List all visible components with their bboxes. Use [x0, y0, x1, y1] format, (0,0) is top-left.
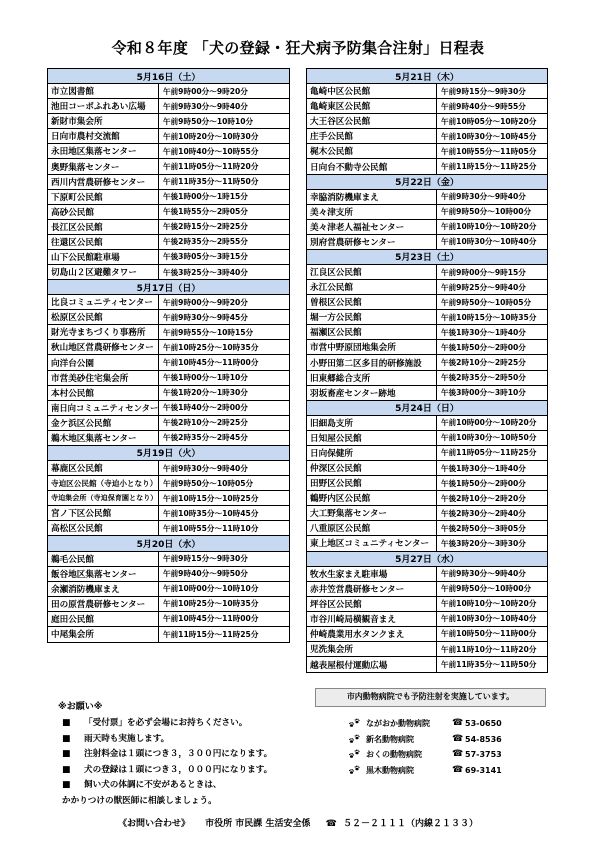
site-time: 午前9時00分～9時20分 [163, 86, 248, 96]
site-time: 午後2時35分～2時45分 [163, 433, 248, 443]
site-time: 午前10時30分～10時50分 [441, 433, 537, 443]
site-name: 奥野集落センター [48, 159, 159, 173]
site-name: 余瀬消防機庫まえ [48, 582, 159, 596]
site-row [307, 280, 547, 295]
site-name: 市谷川崎局横観音まえ [307, 612, 437, 626]
note-item: ■ 注射料金は１頭につき３，３００円になります。 [62, 747, 308, 763]
site-row [307, 99, 547, 114]
site-time: 午後1時40分～2時00分 [163, 403, 248, 413]
site-row [48, 491, 289, 506]
site-time: 午前9時00分～9時15分 [441, 267, 526, 277]
site-time: 午前9時15分～9時30分 [163, 554, 248, 564]
site-time: 午前10時10分～10時20分 [441, 222, 537, 232]
site-name: 宮ノ下区公民館 [48, 506, 159, 520]
site-name: 山下公民館駐車場 [48, 250, 159, 264]
site-time: 午前9時40分～9時55分 [441, 101, 526, 111]
site-row [307, 657, 547, 672]
day-header: 5月24日（日） [307, 401, 547, 416]
site-row [48, 265, 289, 280]
site-name: 高砂公民館 [48, 205, 159, 219]
site-name: 羽坂畜産センター跡地 [307, 386, 437, 400]
day-header: 5月22日（金） [307, 175, 547, 190]
site-row [48, 159, 289, 174]
site-row [307, 597, 547, 612]
site-time: 午後2時10分～2時20分 [441, 493, 526, 503]
site-name: 旧東郷総合支所 [307, 371, 437, 385]
day-header: 5月27日（水） [307, 552, 547, 567]
clinic-banner: 市内動物病院でも予防注射を実施しています。 [315, 688, 546, 707]
site-row [307, 355, 547, 370]
site-name: 牧水生家まえ駐車場 [307, 567, 437, 581]
site-time: 午後2時30分～2時40分 [441, 508, 526, 518]
site-time: 午後1時00分～1時15分 [163, 192, 248, 202]
phone-icon [452, 763, 463, 779]
site-row [48, 220, 289, 235]
site-name: 永田地区集落センター [48, 144, 159, 158]
site-time: 午前9時15分～9時30分 [441, 86, 526, 96]
site-name: 梶木公民館 [307, 144, 437, 158]
site-row [48, 99, 289, 114]
site-time: 午前9時25分～9時40分 [441, 282, 526, 292]
site-time: 午後3時00分～3時10分 [441, 388, 526, 398]
site-name: 大工野集落センター [307, 506, 437, 520]
site-time: 午後1時20分～1時30分 [163, 388, 248, 398]
site-name: 鵜毛公民館 [48, 552, 159, 566]
site-time: 午前10時10分～10時20分 [441, 599, 537, 609]
site-name: 市立図書館 [48, 84, 159, 98]
site-time: 午後2時50分～3時05分 [441, 523, 526, 533]
site-time: 午後3時25分～3時40分 [163, 267, 248, 277]
site-time: 午後2時35分～2時55分 [163, 237, 248, 247]
clinic-phone: 53-0650 [465, 719, 502, 728]
site-time: 午前9時55分～10時15分 [163, 327, 254, 337]
site-name: 日知屋公民館 [307, 431, 437, 445]
site-row [307, 642, 547, 657]
site-row [307, 491, 547, 506]
site-row [48, 340, 289, 355]
site-time: 午前9時00分～9時20分 [163, 297, 248, 307]
site-name: 庭田公民館 [48, 612, 159, 626]
site-row [307, 627, 547, 642]
site-row [307, 114, 547, 129]
site-time: 午前9時30分～9時40分 [441, 569, 526, 579]
site-name: 西川内営農研修センター [48, 175, 159, 189]
site-time: 午後2時15分～2時25分 [163, 222, 248, 232]
site-time: 午後2時10分～2時25分 [163, 418, 248, 428]
site-name: 日向市農村交流館 [48, 129, 159, 143]
clinic-row [348, 716, 546, 732]
schedule-table-right [306, 68, 548, 673]
site-name: 新財市集会所 [48, 114, 159, 128]
site-name: 中尾集会所 [48, 627, 159, 642]
site-name: 田野区公民館 [307, 476, 437, 490]
site-name: 鵜木地区集落センター [48, 431, 159, 445]
site-row [307, 159, 547, 174]
site-time: 午前9時40分～9時50分 [163, 569, 248, 579]
site-name: 福瀬区公民館 [307, 325, 437, 339]
site-row [307, 582, 547, 597]
contact-department: 市役所 市民課 生活安全係 [205, 819, 311, 829]
phone-icon [326, 819, 337, 829]
site-row [48, 84, 289, 99]
site-name: 江良区公民館 [307, 265, 437, 279]
clinic-name: ながおか動物病院 [366, 719, 430, 728]
site-name: 八重原区公民館 [307, 521, 437, 535]
site-row [48, 355, 289, 370]
site-time: 午前9時30分～9時40分 [163, 463, 248, 473]
site-name: 向洋台公園 [48, 355, 159, 369]
site-name: 赤井笠営農研修センター [307, 582, 437, 596]
site-row [307, 431, 547, 446]
day-header: 5月17日（日） [48, 280, 289, 295]
day-header: 5月20日（水） [48, 536, 289, 551]
site-row [48, 325, 289, 340]
site-time: 午後2時10分～2時25分 [441, 358, 526, 368]
site-row [48, 386, 289, 401]
site-time: 午前9時30分～9時40分 [163, 101, 248, 111]
site-row [307, 295, 547, 310]
site-name: 池田コーポふれあい広場 [48, 99, 159, 113]
site-name: 日向保健所 [307, 446, 437, 460]
site-row [307, 476, 547, 491]
site-time: 午前9時50分～10時05分 [163, 478, 254, 488]
site-row [307, 235, 547, 250]
site-row [48, 371, 289, 386]
site-name: 市営美砂住宅集会所 [48, 371, 159, 385]
site-time: 午前10時30分～10時45分 [441, 131, 537, 141]
site-row [307, 190, 547, 205]
site-time: 午前11時05分～11時20分 [163, 162, 259, 171]
note-item: ■ 飼い犬の体調に不安があるときは、 [62, 778, 308, 794]
contact-phone: ５２－２１１１（内線２１３３） [342, 819, 478, 829]
site-name: 南日向コミュニティセンター [48, 401, 159, 415]
site-time: 午前10時25分～10時35分 [163, 599, 259, 609]
site-time: 午前10時00分～10時10分 [163, 584, 259, 594]
site-name: 財光寺まちづくり事務所 [48, 325, 159, 339]
phone-icon [452, 732, 463, 748]
site-name: 美々津支所 [307, 205, 437, 219]
site-time: 午前10時25分～10時35分 [163, 342, 259, 352]
site-name: 幸脇消防機庫まえ [307, 190, 437, 204]
site-name: 東上地区コミュニティセンター [307, 536, 437, 550]
site-time: 午前11時15分～11時25分 [441, 162, 537, 171]
site-row [48, 567, 289, 582]
site-row [48, 627, 289, 642]
site-name: 日向台不動寺公民館 [307, 159, 437, 173]
site-row [48, 175, 289, 190]
site-row [48, 476, 289, 491]
site-time: 午前9時50分～10時00分 [441, 584, 532, 594]
site-time: 午前10時30分～10時40分 [441, 237, 537, 247]
site-time: 午後1時50分～2時00分 [441, 478, 526, 488]
clinic-name: おくの動物病院 [366, 750, 422, 760]
notes-section [58, 700, 308, 810]
site-time: 午後1時55分～2時05分 [163, 207, 248, 217]
site-time: 午前9時30分～9時40分 [441, 192, 526, 202]
clinic-list [348, 716, 546, 779]
notes-heading: ※お願い※ [58, 702, 103, 712]
site-time: 午前10時55分～11時05分 [441, 146, 537, 156]
site-row [307, 521, 547, 536]
site-row [48, 401, 289, 416]
notes-list [58, 716, 308, 794]
site-row [48, 461, 289, 476]
site-name: 仲崎農業用水タンクまえ [307, 627, 437, 641]
site-name: 切島山２区避難タワー [48, 265, 159, 279]
clinic-phone: 57-3753 [465, 750, 502, 760]
site-row [307, 416, 547, 431]
site-time: 午後1時30分～1時40分 [441, 327, 526, 337]
note-item: ■ 雨天時も実施します。 [62, 732, 308, 748]
schedule-table-left [47, 68, 290, 643]
site-name: 飯谷地区集落センター [48, 567, 159, 581]
site-row [307, 386, 547, 401]
site-time: 午後1時30分～1時40分 [441, 463, 526, 473]
site-time: 午前9時50分～10時05分 [441, 297, 532, 307]
site-row [48, 431, 289, 446]
phone-icon [452, 716, 463, 732]
site-row [48, 310, 289, 325]
note-item: ■ 犬の登録は１頭につき３，０００円になります。 [62, 763, 308, 779]
site-name: 寺迫集会所（寺迫保育園となり） [48, 491, 159, 505]
site-row [48, 506, 289, 521]
site-time: 午前10時00分～10時20分 [441, 418, 537, 428]
site-row [48, 144, 289, 159]
site-row [307, 129, 547, 144]
site-time: 午後3時20分～3時30分 [441, 538, 526, 548]
site-row [307, 536, 547, 551]
clinic-row [348, 732, 546, 748]
paw-icon [348, 718, 361, 729]
site-time: 午前10時20分～10時30分 [163, 131, 259, 141]
site-time: 午前11時05分～11時25分 [441, 448, 537, 458]
site-time: 午前10時45分～11時00分 [163, 358, 259, 368]
site-time: 午前10時55分～11時10分 [163, 523, 259, 533]
site-row [48, 416, 289, 431]
site-name: 堀一方公民館 [307, 310, 437, 324]
site-time: 午前10時35分～10時45分 [163, 508, 259, 518]
site-row [48, 295, 289, 310]
site-time: 午前10時05分～10時20分 [441, 116, 537, 126]
site-row [307, 84, 547, 99]
site-name: 寺迫区公民館（寺迫小となり） [48, 476, 159, 490]
site-row [48, 114, 289, 129]
site-row [307, 310, 547, 325]
site-row [307, 612, 547, 627]
site-name: 旧細島支所 [307, 416, 437, 430]
site-time: 午後3時05分～3時15分 [163, 252, 248, 262]
phone-icon [452, 747, 463, 763]
clinic-name: 黒木動物病院 [366, 766, 414, 776]
site-time: 午前9時30分～9時45分 [163, 312, 248, 322]
site-time: 午前11時10分～11時20分 [441, 644, 537, 654]
site-row [307, 265, 547, 280]
site-name: 越表屋根付運動広場 [307, 657, 437, 672]
site-row [48, 250, 289, 265]
site-name: 亀崎東区公民館 [307, 99, 437, 113]
page-title: 令和８年度 「犬の登録・狂犬病予防集合注射」日程表 [111, 39, 485, 57]
site-row [48, 190, 289, 205]
clinic-phone: 54-8536 [465, 734, 502, 744]
site-time: 午前11時35分～11時50分 [441, 660, 537, 670]
site-time: 午前10時30分～10時40分 [441, 614, 537, 624]
day-header: 5月23日（土） [307, 250, 547, 265]
site-time: 午前11時35分～11時50分 [163, 177, 259, 187]
clinic-row [348, 747, 546, 763]
site-name: 田の原営農研修センター [48, 597, 159, 611]
site-row [307, 567, 547, 582]
site-row [307, 371, 547, 386]
site-name: 松原区公民館 [48, 310, 159, 324]
clinic-name: 新名動物病院 [366, 734, 414, 744]
site-name: 市営中野原団地集会所 [307, 340, 437, 354]
site-row [307, 220, 547, 235]
site-row [307, 340, 547, 355]
site-name: 別府営農研修センター [307, 235, 437, 249]
site-name: 小野田第二区多目的研修施設 [307, 355, 437, 369]
site-row [48, 521, 289, 536]
site-time: 午前11時15分～11時25分 [163, 629, 259, 639]
site-name: 仲深区公民館 [307, 461, 437, 475]
day-header: 5月21日（木） [307, 69, 547, 84]
paw-icon [348, 765, 361, 776]
site-time: 午前10時40分～10時55分 [163, 146, 259, 156]
site-name: 長江区公民館 [48, 220, 159, 234]
paw-icon [348, 734, 361, 745]
site-row [48, 597, 289, 612]
site-name: 坪谷区公民館 [307, 597, 437, 611]
notes-followup: かかりつけの獣医師に相談しましょう。 [62, 795, 217, 806]
paw-icon [348, 749, 361, 760]
site-row [307, 446, 547, 461]
site-name: 高松区公民館 [48, 521, 159, 535]
site-time: 午後1時50分～2時00分 [441, 342, 526, 352]
site-name: 幕鹿区公民館 [48, 461, 159, 475]
site-name: 児洗集会所 [307, 642, 437, 656]
contact-footer [0, 816, 596, 829]
site-name: 鶴野内区公民館 [307, 491, 437, 505]
site-row [48, 552, 289, 567]
site-row [48, 612, 289, 627]
site-name: 亀崎中区公民館 [307, 84, 437, 98]
site-row [48, 205, 289, 220]
site-name: 曽根区公民館 [307, 295, 437, 309]
site-time: 午前10時45分～11時00分 [163, 614, 259, 624]
note-item: ■ 「受付票」を必ず会場にお持ちください。 [62, 716, 308, 732]
clinic-phone: 69-3141 [465, 766, 502, 776]
contact-label: 《お問い合わせ》 [118, 819, 191, 829]
site-time: 午前9時50分～10時00分 [441, 207, 532, 217]
site-name: 金ケ浜区公民館 [48, 416, 159, 430]
site-name: 永江公民館 [307, 280, 437, 294]
site-row [307, 325, 547, 340]
site-row [48, 582, 289, 597]
site-time: 午前10時15分～10時35分 [441, 312, 537, 322]
site-row [307, 205, 547, 220]
site-name: 本村公民館 [48, 386, 159, 400]
site-row [307, 144, 547, 159]
site-time: 午前9時50分～10時10分 [163, 116, 254, 126]
site-time: 午後2時35分～2時50分 [441, 373, 526, 383]
site-time: 午前10時15分～10時25分 [163, 493, 259, 503]
day-header: 5月19日（火） [48, 446, 289, 461]
site-name: 下原町公民館 [48, 190, 159, 204]
site-row [307, 461, 547, 476]
clinic-row [348, 763, 546, 779]
site-name: 大王谷区公民館 [307, 114, 437, 128]
site-name: 庄手公民館 [307, 129, 437, 143]
site-time: 午前10時50分～11時00分 [441, 629, 537, 639]
site-name: 比良コミュニティセンター [48, 295, 159, 309]
day-header: 5月16日（土） [48, 69, 289, 84]
site-time: 午後1時00分～1時10分 [163, 373, 248, 383]
site-name: 秋山地区営農研修センター [48, 340, 159, 354]
site-name: 美々津老人福祉センター [307, 220, 437, 234]
site-row [307, 506, 547, 521]
site-row [48, 129, 289, 144]
site-row [48, 235, 289, 250]
site-name: 往還区公民館 [48, 235, 159, 249]
